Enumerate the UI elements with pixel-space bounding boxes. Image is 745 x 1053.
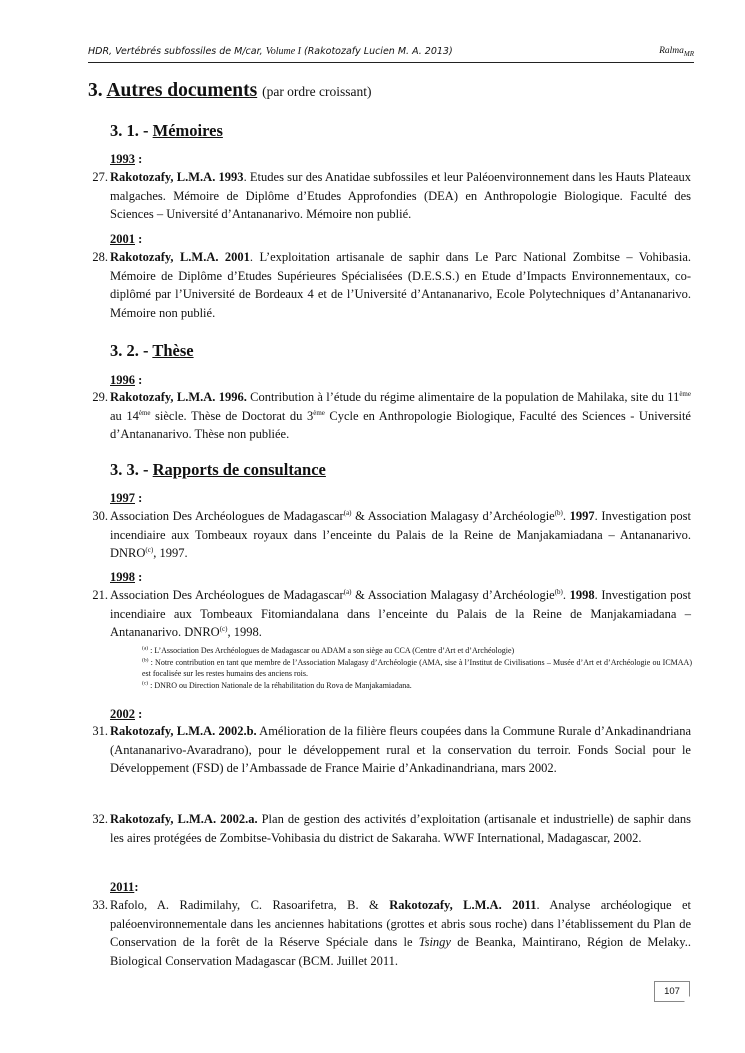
header-right: Ralma$_{MR}$ [659,46,694,58]
entry-30: 30. Association Des Archéologues de Madagascar$^{(a)}$ & Association Malagasy d’Archéologie$^{(b)}$. 1997. Investigation post incendiaire aux Tombeaux royaux dans l’enceinte du Palais de la Reine de Manjakamiadana – Antananarivo. DNRO$^{(c)}$, 1997. [92,508,692,560]
entry-31: 31. Rakotozafy, L.M.A. 2002.b. Amélioration de la filière fleurs coupées dans la Commune Rurale d’Ankadinandriana (Antananarivo-Avaradrano), pour le développement rural et la conservation du terroir. Fonds Social pour le Développement (FSD) de l’Ambassade de France Mairie d’Ankadinandriana, mars 2002. [92,724,691,775]
year-1998: 1998 : [110,570,143,584]
entry-21: 21. Association Des Archéologues de Madagascar$^{(a)}$ & Association Malagasy d’Archéologie$^{(b)}$. 1998. Investigation post incendiaire aux Tombeaux Fitomiandalana dans l’enceinte du Palais de la Reine de Manjakamiadana – Antananarivo. DNRO$^{(c)}$, 1998. [92,587,692,639]
footnote-b: $^{(b)}$ : Notre contribution en tant que membre de l’Association Malagasy d’Archéologie (AMA, sise à l’Institut de Civilisations – Musée d’Art et d’Archéologie ou ICMAA) est focalisée sur les restes humains des anciens rois. [142,656,692,678]
section-heading: 3. Autres documents (par ordre croissant) [88,80,372,101]
entry-29: 29. Rakotozafy, L.M.A. 1996. Contribution à l’étude du régime alimentaire de la population de Mahilaka, site du 11ème au 14ème siècle. Thèse de Doctorat du 3ème Cycle en Anthropologie Biologique, Faculté des Sciences - Université d’Antananarivo. Thèse non publiée. [92,389,691,441]
page-number: 107 [654,981,690,1002]
footnote-c: $^{(c)}$ : DNRO ou Direction Nationale de la réhabilitation du Rova de Manjakamiadana. [142,679,412,690]
year-1997: 1997 : [110,491,143,505]
subsection-memoires: 3. 1. - Mémoires [110,121,223,140]
header-left: HDR, Vertébrés subfossiles de M/car, Volume I (Rakotozafy Lucien M. A. 2013) [88,46,453,57]
entry-33: 33. Rafolo, A. Radimilahy, C. Rasoarifetra, B. & Rakotozafy, L.M.A. 2011. Analyse archéologique et paléoenvironnementale dans les anciennes habitations (grottes et abris sous roche) dans l’établissement du Plan de Conservation de la forêt de la Réserve Spéciale dans le Tsingy de Beanka, Maintirano, Région de Melaky.. Biological Conservation Madagascar (BCM. Juillet 2011. [92,898,692,968]
entry-32: 32. Rakotozafy, L.M.A. 2002.a. Plan de gestion des activités d’exploitation (artisanale et industrielle) de saphir dans les aires protégées de Zombitse-Vohibasia du district de Sakaraha. WWF International, Madagascar, 2002. [92,812,691,845]
footnote-a: $^{(a)}$ : L’Association Des Archéologues de Madagascar ou ADAM a son siège au CCA (Centre d’Art et d’Archéologie) [142,645,515,655]
year-2002: 2002 : [110,707,143,721]
entry-28: 28. Rakotozafy, L.M.A. 2001. L’exploitation artisanale de saphir dans Le Parc National Zombitse – Vohibasia. Mémoire de Diplôme d’Etudes Supérieures Spécialisées (D.E.S.S.) en Etude d’Impacts Environnementaux, co-diplômé par l’Université de Bordeaux 4 et de l’Université d’Antananarivo, Ecole Polytechniques d’Antananarivo. Mémoire non publié. [92,250,692,320]
running-header [88,46,694,63]
subsection-rapports: 3. 3. - Rapports de consultance [110,460,326,479]
year-2001: 2001 : [110,232,143,246]
entry-27: 27. Rakotozafy, L.M.A. 1993. Etudes sur des Anatidae subfossiles et leur Paléoenvironnement dans les Hauts Plateaux malgaches. Mémoire de Diplôme d’Etudes Approfondies (DEA) en Anthropologie Biologique. Faculté des Sciences – Université d’Antananarivo. Mémoire non publié. [92,170,691,221]
year-2011: 2011: [110,880,139,894]
footnotes [142,645,692,691]
year-1993: 1993 : [110,152,143,166]
subsection-these: 3. 2. - Thèse [110,341,194,360]
year-1996: 1996 : [110,373,143,387]
